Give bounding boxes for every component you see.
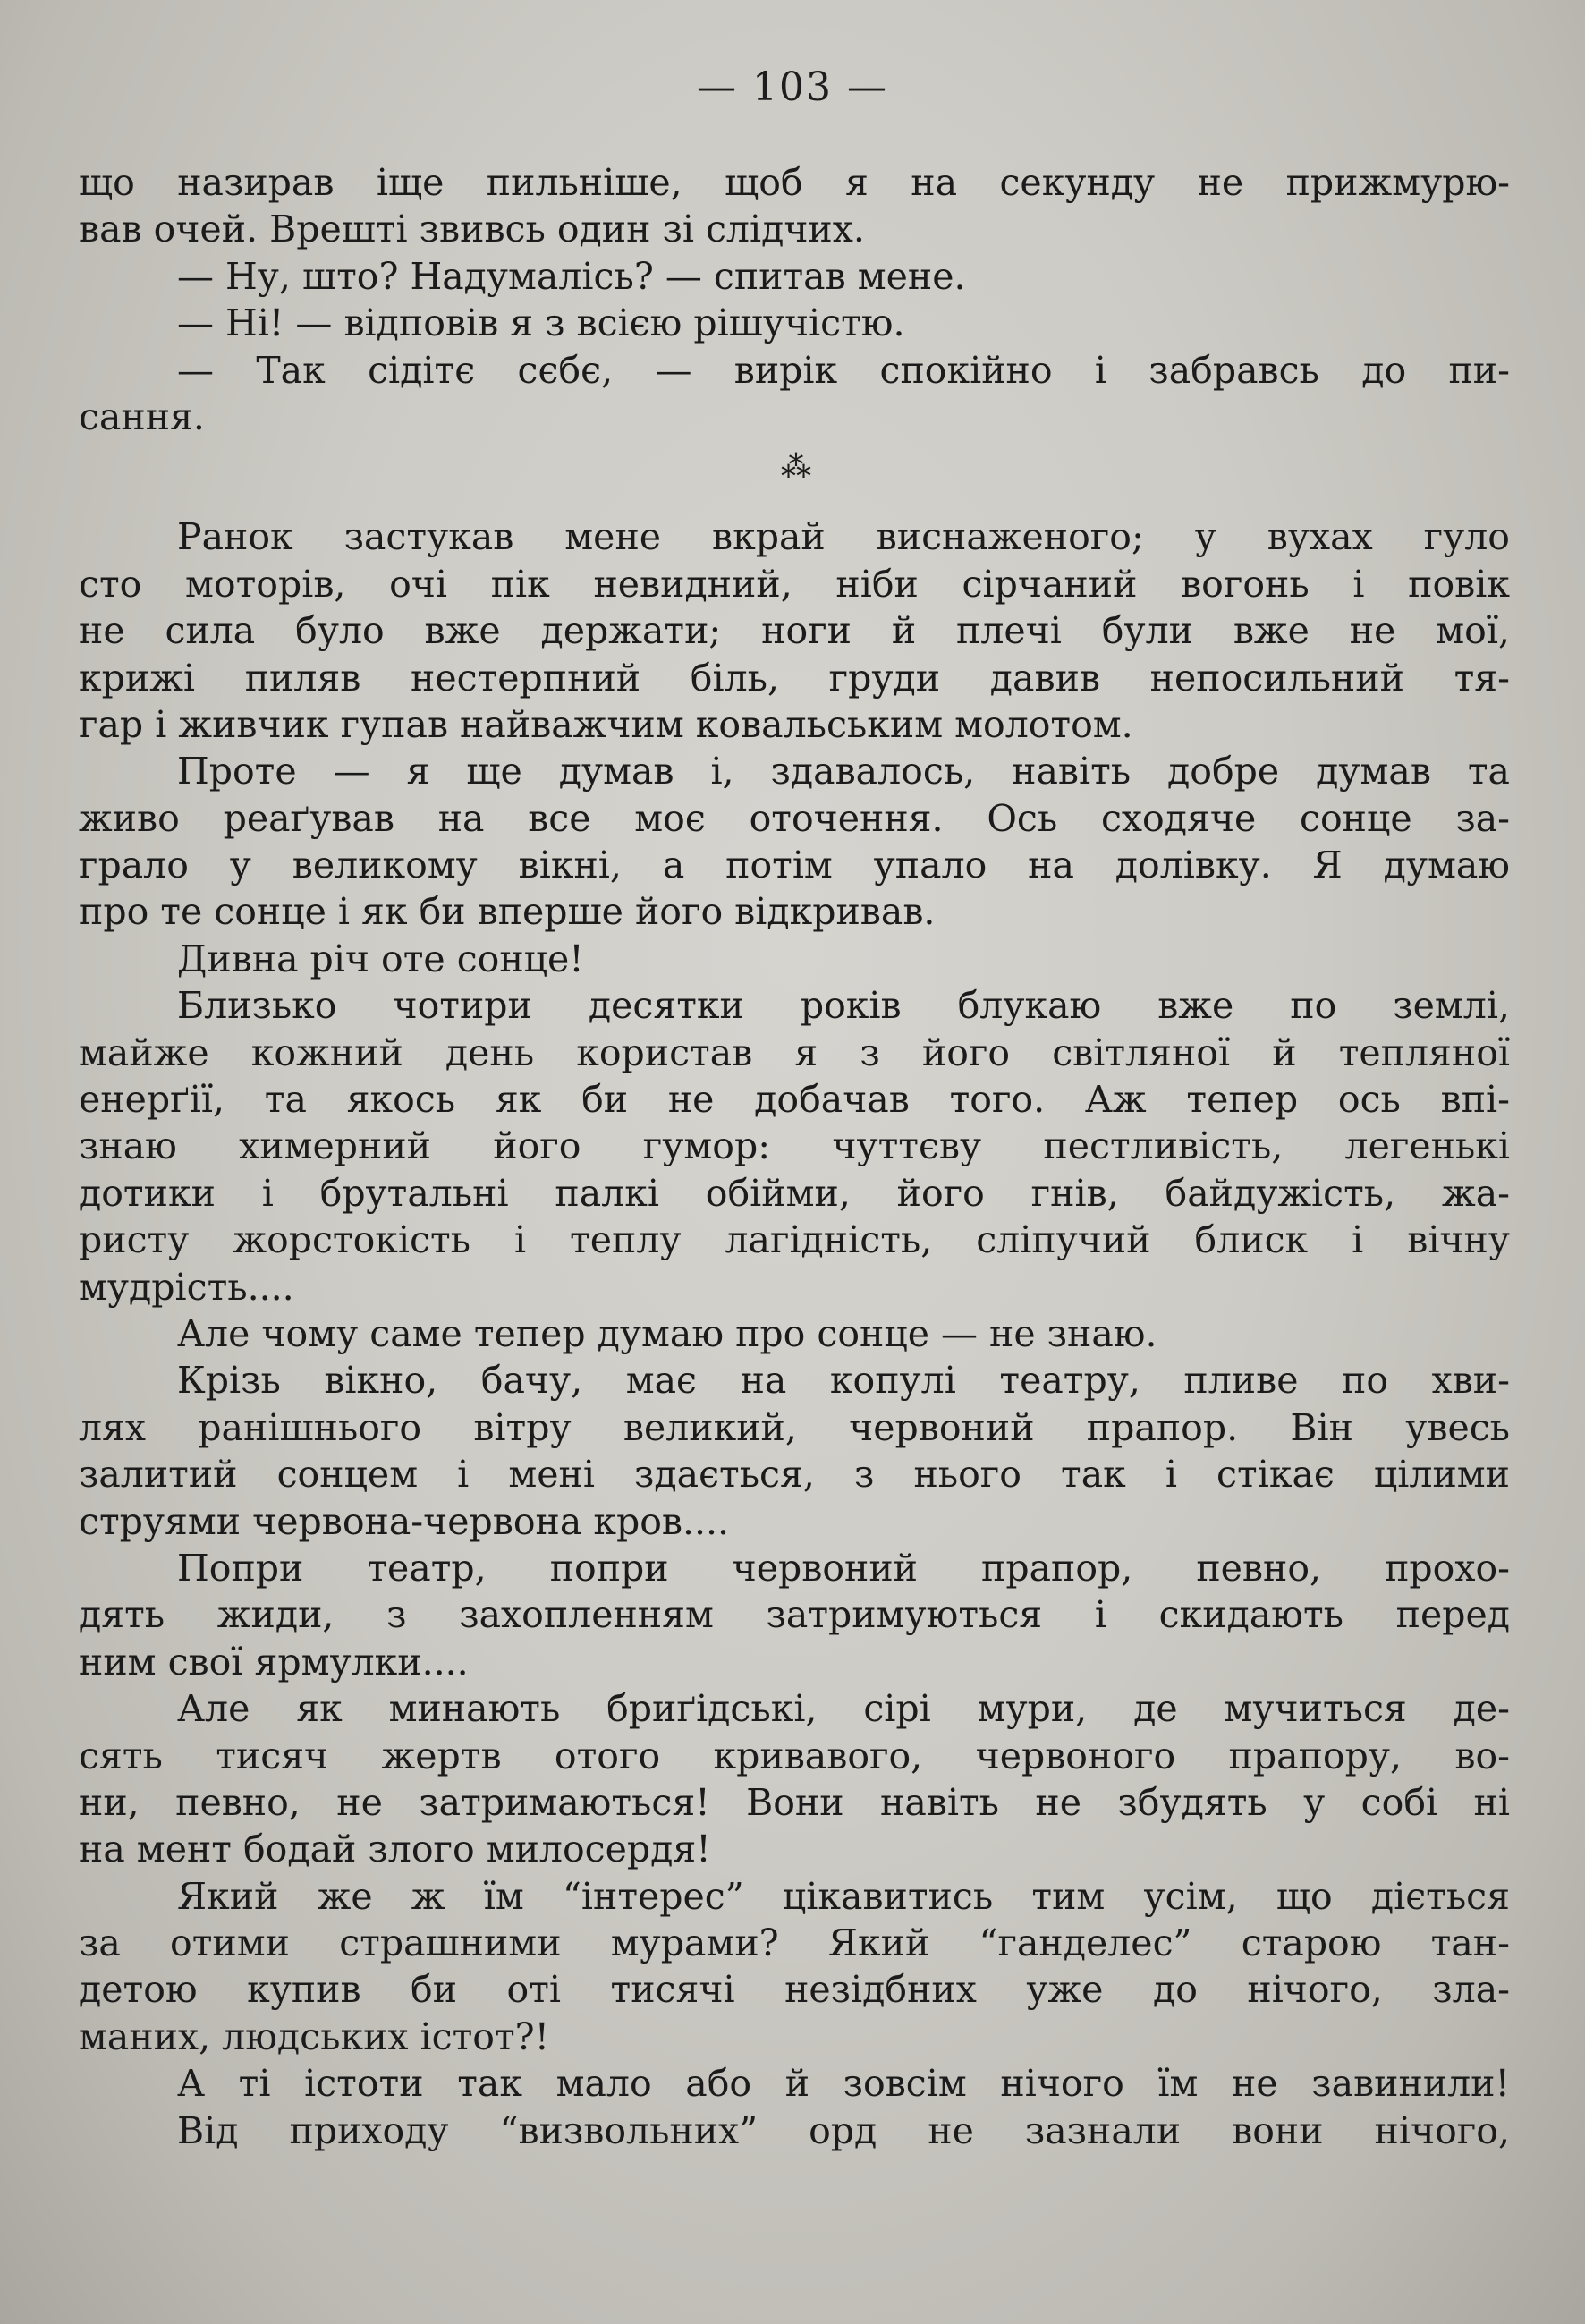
text-line: Крізь вікно, бачу, має на копулі театру, пливе по хви- bbox=[177, 1359, 1510, 1403]
text-line: Попри театр, попри червоний прапор, певно, прохо- bbox=[177, 1546, 1510, 1590]
body-text bbox=[79, 159, 1510, 2154]
text-line: за отими страшними мурами? Який “ганделес” старою тан- bbox=[79, 1921, 1510, 1965]
text-line: залитий сонцем і мені здається, з нього так і стікає цілими bbox=[79, 1453, 1510, 1497]
text-line: дотики і брутальні палкі обійми, його гнів, байдужість, жа- bbox=[79, 1171, 1510, 1215]
text-line: Але як минають бриґідські, сірі мури, де мучиться де- bbox=[177, 1687, 1510, 1731]
text-line: гар і живчик гупав найважчим ковальським молотом. bbox=[79, 702, 1133, 746]
text-line: крижі пиляв нестерпний біль, груди давив непосильний тя- bbox=[79, 656, 1510, 700]
page-number: — 103 — bbox=[697, 64, 888, 110]
text-line: Ранок застукав мене вкрай виснаженого; у вухах гуло bbox=[177, 515, 1510, 559]
text-line: Який же ж їм “інтерес” цікавитись тим усім, що діється bbox=[177, 1874, 1510, 1918]
section-separator: ⁂ bbox=[781, 449, 808, 486]
text-line: Проте — я ще думав і, здавалось, навіть добре думав та bbox=[177, 750, 1510, 793]
text-line: мудрість.... bbox=[79, 1265, 294, 1309]
text-line: А ті істоти так мало або й зовсім нічого їм не завинили! bbox=[177, 2062, 1510, 2106]
text-line: енерґії, та якось як би не добачав того. Аж тепер ось впі- bbox=[79, 1078, 1510, 1122]
text-line: — Ну, што? Надумалісь? — спитав мене. bbox=[177, 254, 966, 298]
text-line: знаю химерний його гумор: чуттєву пестливість, легенькі bbox=[79, 1124, 1510, 1168]
text-line: струями червона-червона кров.... bbox=[79, 1499, 730, 1543]
text-line: що назирав іще пильніше, щоб я на секунду не прижмурю- bbox=[79, 161, 1510, 204]
text-line: живо реаґував на все моє оточення. Ось сходяче сонце за- bbox=[79, 796, 1510, 840]
text-line: грало у великому вікні, а потім упало на долівку. Я думаю bbox=[79, 844, 1510, 887]
text-line: не сила було вже держати; ноги й плечі були вже не мої, bbox=[79, 609, 1510, 653]
text-line: вав очей. Врешті звивсь один зі слідчих. bbox=[79, 208, 865, 251]
text-line: детою купив би оті тисячі незідбних уже до нічого, зла- bbox=[79, 1968, 1510, 2012]
text-line: Дивна річ оте сонце! bbox=[177, 937, 584, 980]
text-line: Від приходу “визвольних” орд не зазнали вони нічого, bbox=[177, 2108, 1510, 2152]
text-line: ним свої ярмулки.... bbox=[79, 1640, 469, 1684]
text-line: лях ранішнього вітру великий, червоний прапор. Він увесь bbox=[79, 1405, 1510, 1449]
text-line: — Так сідітє сєбє, — вирік спокійно і забравсь до пи- bbox=[177, 348, 1510, 392]
text-line: ни, певно, не затримаються! Вони навіть не збудять у собі ні bbox=[79, 1780, 1510, 1824]
text-line: на мент бодай злого милосердя! bbox=[79, 1828, 711, 1871]
text-line: про те сонце і як би вперше його відкривав. bbox=[79, 890, 936, 934]
text-line: Але чому саме тепер думаю про сонце — не знаю. bbox=[177, 1311, 1157, 1355]
text-line: сять тисяч жертв отого кривавого, червоного прапору, во- bbox=[79, 1734, 1510, 1777]
text-line: сто моторів, очі пік невидний, ніби сірчаний вогонь і повік bbox=[79, 562, 1510, 606]
text-line: Близько чотири десятки років блукаю вже по землі, bbox=[177, 984, 1510, 1028]
text-line: майже кожний день користав я з його світляної й тепляної bbox=[79, 1031, 1510, 1074]
text-line: сання. bbox=[79, 394, 205, 438]
text-line: дять жиди, з захопленням затримуються і скидають перед bbox=[79, 1593, 1510, 1637]
text-line: — Ні! — відповів я з всією рішучістю. bbox=[177, 301, 905, 345]
text-line: маних, людських істот?! bbox=[79, 2014, 550, 2058]
text-line: ристу жорстокість і теплу лагідність, сліпучий блиск і вічну bbox=[79, 1218, 1510, 1262]
